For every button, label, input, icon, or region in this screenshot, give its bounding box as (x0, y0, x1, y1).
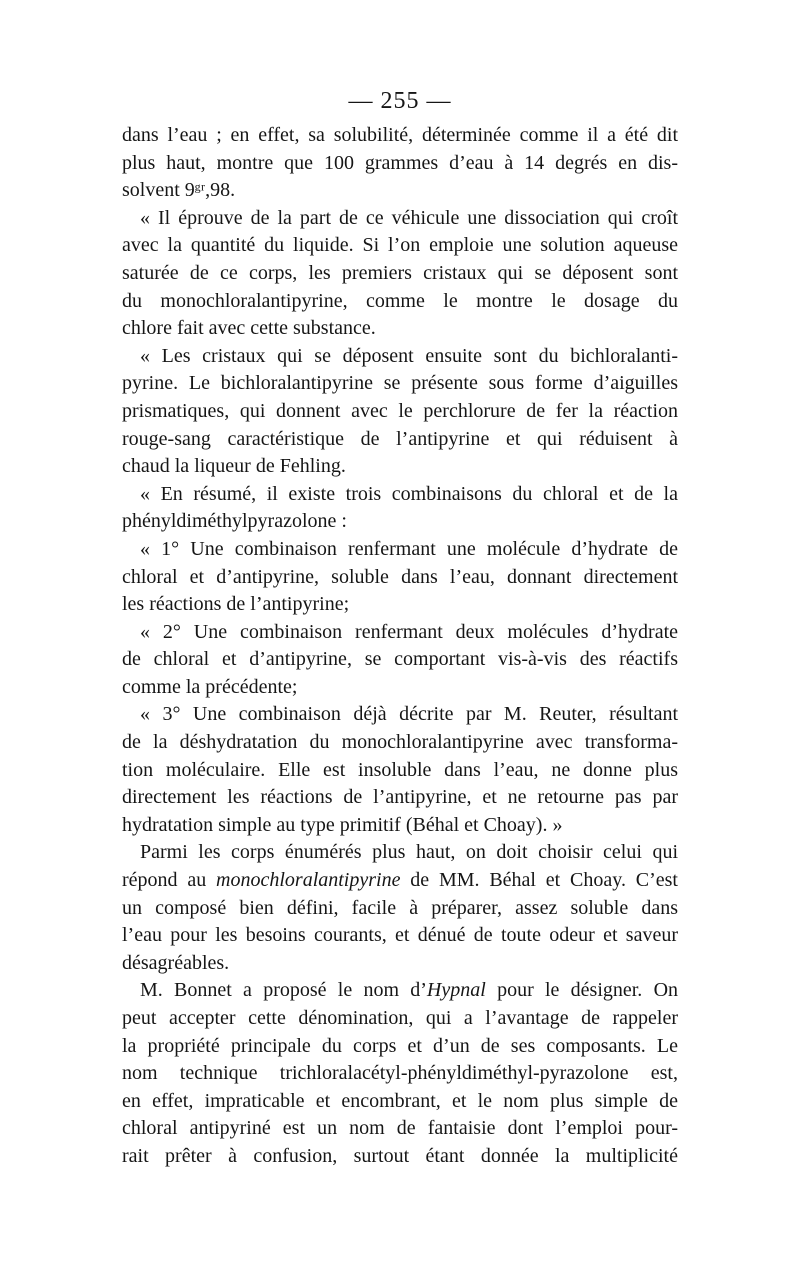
paragraph-combination-1 (122, 536, 678, 619)
text-line: dans l’eau ; en effet, sa solubilité, déterminée comme il a été dit (122, 124, 678, 146)
text-line: nom technique trichloralacétyl-phényldiméthyl-pyrazolone est, (122, 1062, 678, 1085)
italic-term: monochloralantipyrine (216, 869, 401, 892)
text-line: « Il éprouve de la part de ce véhicule une dissociation qui croît (140, 206, 678, 229)
text-segment: répond au (122, 869, 217, 892)
text-line: phényldiméthylpyrazolone : (122, 510, 347, 533)
text-line: chloral et d’antipyrine, soluble dans l’eau, donnant directement (122, 565, 678, 588)
text-line: pyrine. Le bichloralantipyrine se présente sous forme d’aiguilles (122, 372, 678, 395)
text-line: du monochloralantipyrine, comme le montre le dosage du (122, 289, 678, 312)
text-line: « En résumé, il existe trois combinaisons du chloral et de la (140, 482, 678, 505)
text-line: solvent 9ᵍʳ,98. (122, 179, 236, 202)
text-line: « Les cristaux qui se déposent ensuite sont du bichloralanti- (140, 344, 678, 367)
paragraph-combination-3 (122, 701, 678, 839)
text-line: de la déshydratation du monochloralantipyrine avec transforma- (122, 731, 678, 754)
text-line: désagréables. (122, 951, 230, 974)
text-line-with-italic (122, 977, 678, 1005)
paragraph-choice (122, 839, 678, 977)
text-line: plus haut, montre que 100 grammes d’eau à 14 degrés en dis- (122, 151, 678, 174)
text-line: en effet, impraticable et encombrant, et le nom plus simple de (122, 1089, 678, 1112)
text-line: de chloral et d’antipyrine, se comportant vis-à-vis des réactifs (122, 648, 678, 671)
text-line-with-italic (122, 867, 678, 895)
text-line: rait prêter à confusion, surtout étant donnée la multiplicité (122, 1144, 678, 1167)
text-segment: M. Bonnet a proposé le nom d’ (140, 979, 427, 1002)
book-page (122, 84, 678, 1171)
text-line: prismatiques, qui donnent avec le perchlorure de fer la réaction (122, 399, 678, 422)
text-line: chaud la liqueur de Fehling. (122, 455, 346, 478)
text-line: chloral antipyriné est un nom de fantaisie dont l’emploi pour- (122, 1117, 678, 1140)
text-line: « 1° Une combinaison renfermant une molécule d’hydrate de (140, 537, 678, 560)
paragraph-solubility (122, 122, 678, 205)
page-number: — 255 — (348, 88, 452, 114)
text-line: rouge-sang caractéristique de l’antipyrine et qui réduisent à (122, 427, 678, 450)
text-line: les réactions de l’antipyrine; (122, 593, 350, 616)
text-line: la propriété principale du corps et d’un de ses composants. Le (122, 1034, 678, 1057)
text-line: directement les réactions de l’antipyrine, et ne retourne pas par (122, 786, 678, 809)
text-line: hydratation simple au type primitif (Béhal et Choay). » (122, 813, 563, 836)
text-line: un composé bien défini, facile à préparer, assez soluble dans (122, 896, 678, 919)
paragraph-crystals (122, 343, 678, 481)
text-line: tion moléculaire. Elle est insoluble dans l’eau, ne donne plus (122, 758, 678, 781)
paragraph-summary (122, 481, 678, 536)
text-line: avec la quantité du liquide. Si l’on emploie une solution aqueuse (122, 234, 678, 257)
paragraph-hypnal (122, 977, 678, 1170)
text-line: « 2° Une combinaison renfermant deux molécules d’hydrate (140, 620, 678, 643)
paragraph-combination-2 (122, 619, 678, 702)
text-line: saturée de ce corps, les premiers cristaux qui se déposent sont (122, 261, 678, 284)
text-line: « 3° Une combinaison déjà décrite par M. Reuter, résultant (140, 703, 678, 726)
text-line: Parmi les corps énumérés plus haut, on doit choisir celui qui (140, 841, 678, 864)
paragraph-dissociation (122, 205, 678, 343)
text-line: l’eau pour les besoins courants, et dénué de toute odeur et saveur (122, 924, 678, 947)
text-segment: de MM. Béhal et Choay. C’est (400, 869, 678, 892)
text-segment: pour le désigner. On (485, 979, 679, 1002)
text-line: comme la précédente; (122, 675, 298, 698)
italic-term: Hypnal (426, 979, 486, 1002)
text-line: chlore fait avec cette substance. (122, 317, 376, 340)
text-line: peut accepter cette dénomination, qui a l’avantage de rappeler (122, 1007, 678, 1029)
